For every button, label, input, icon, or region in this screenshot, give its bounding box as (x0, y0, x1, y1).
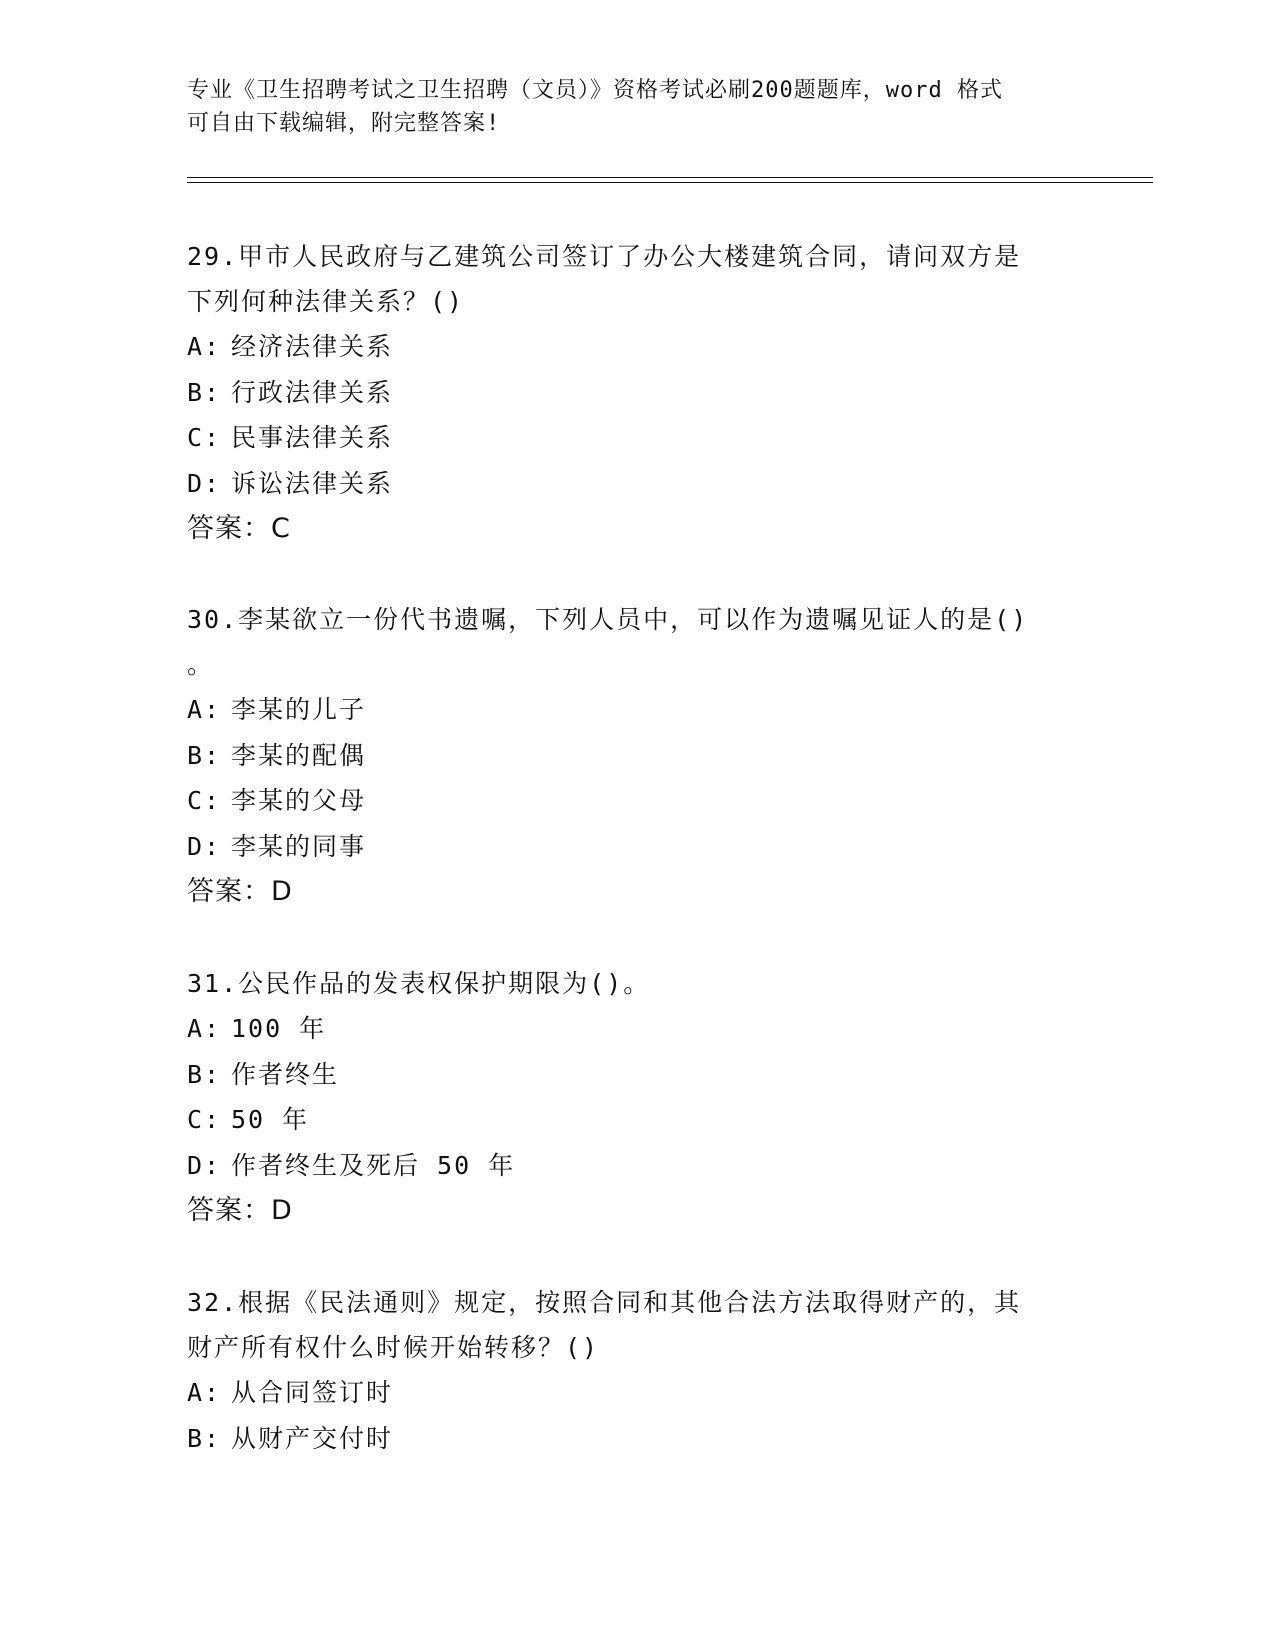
option-text: 50 年 (231, 1105, 310, 1134)
answer-label: 答案：C (187, 513, 291, 544)
option-letter: A: (187, 332, 222, 361)
option-a (187, 687, 1087, 733)
option-d (187, 1143, 1087, 1189)
option-text: 从合同签订时 (231, 1378, 394, 1407)
option-a (187, 1370, 1087, 1416)
option-letter: D: (187, 831, 222, 861)
question-stem-line: 29.甲市人民政府与乙建筑公司签订了办公大楼建筑合同，请问双方是 (187, 242, 1022, 271)
header-divider-top (187, 177, 1153, 178)
question-stem-line: 财产所有权什么时候开始转移？() (187, 1333, 600, 1362)
option-letter: D: (187, 468, 222, 498)
question-31 (187, 961, 1087, 1234)
option-b (187, 1416, 1087, 1462)
option-text: 李某的同事 (231, 831, 367, 861)
option-text: 李某的配偶 (231, 740, 367, 770)
answer-label: 答案：D (187, 876, 293, 907)
option-a (187, 1006, 1087, 1052)
option-text: 作者终生 (231, 1059, 340, 1089)
answer-label: 答案：D (187, 1195, 293, 1226)
option-b (187, 370, 1087, 416)
option-letter: A: (187, 1378, 222, 1407)
question-32 (187, 1280, 1087, 1461)
question-29 (187, 234, 1087, 552)
header-divider-bottom (187, 182, 1153, 183)
option-letter: B: (187, 740, 222, 770)
option-letter: C: (187, 786, 222, 815)
question-stem-line: 。 (187, 650, 215, 679)
option-letter: A: (187, 1014, 222, 1043)
option-text: 经济法律关系 (231, 332, 394, 361)
question-stem-line: 下列何种法律关系？() (187, 287, 465, 316)
option-text: 李某的儿子 (231, 695, 367, 724)
option-text: 诉讼法律关系 (231, 468, 394, 498)
question-stem-line: 32.根据《民法通则》规定，按照合同和其他合法方法取得财产的，其 (187, 1288, 1022, 1317)
option-letter: A: (187, 695, 222, 724)
option-text: 李某的父母 (231, 786, 367, 815)
question-stem-line: 31.公民作品的发表权保护期限为()。 (187, 969, 651, 998)
option-letter: D: (187, 1150, 222, 1180)
option-text: 100 年 (231, 1014, 327, 1043)
option-text: 民事法律关系 (231, 423, 394, 452)
document-header (187, 74, 1067, 140)
header-line-1: 专业《卫生招聘考试之卫生招聘（文员）》资格考试必刷200题题库，word 格式 (187, 78, 1003, 103)
option-c (187, 778, 1087, 824)
question-30 (187, 597, 1087, 915)
option-text: 作者终生及死后 50 年 (231, 1150, 516, 1180)
option-letter: C: (187, 1105, 222, 1134)
option-b (187, 733, 1087, 779)
option-letter: C: (187, 423, 222, 452)
question-stem-line: 30.李某欲立一份代书遗嘱，下列人员中，可以作为遗嘱见证人的是() (187, 605, 1029, 634)
header-line-2: 可自由下载编辑，附完整答案! (187, 111, 501, 136)
option-letter: B: (187, 1059, 222, 1089)
option-letter: B: (187, 1423, 222, 1453)
option-d (187, 824, 1087, 870)
option-d (187, 461, 1087, 507)
option-text: 行政法律关系 (231, 377, 394, 407)
option-c (187, 1097, 1087, 1143)
option-text: 从财产交付时 (231, 1423, 394, 1453)
option-c (187, 415, 1087, 461)
option-a (187, 324, 1087, 370)
option-b (187, 1052, 1087, 1098)
option-letter: B: (187, 377, 222, 407)
